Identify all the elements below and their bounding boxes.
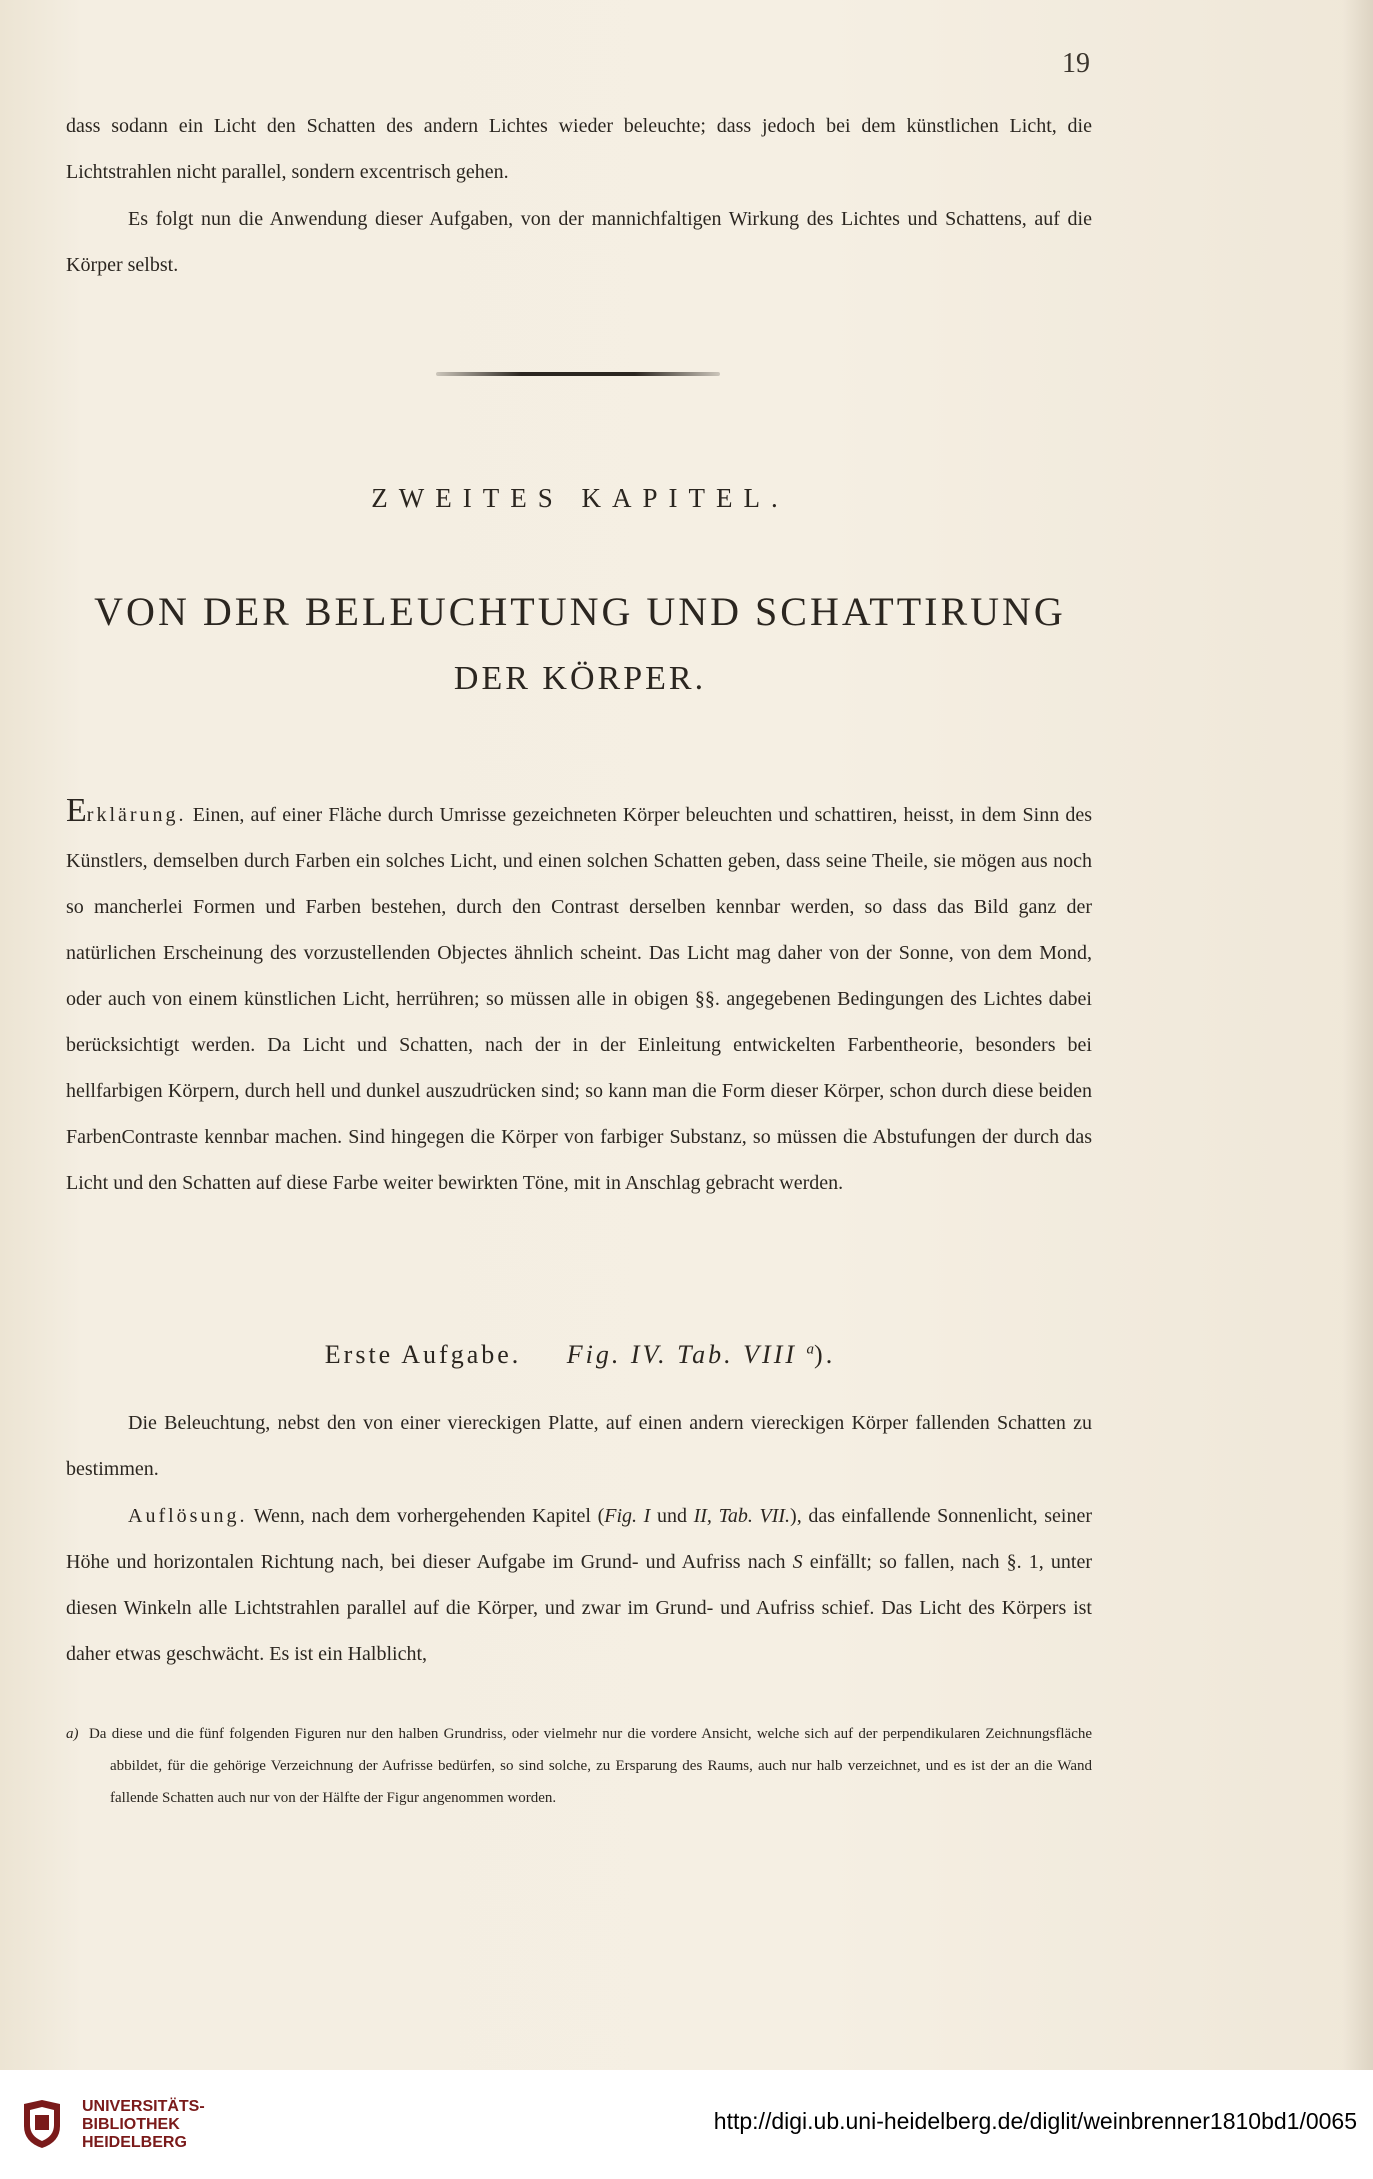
- intro-paragraph-1: dass sodann ein Licht den Schatten des andern Lichtes wieder beleuchte; dass jedoch bei dem künstlichen Licht, die Lichtstrahlen nicht parallel, sondern excentrisch gehen.: [66, 115, 1092, 183]
- intro-paragraph-2: Es folgt nun die Anwendung dieser Aufgaben, von der mannichfaltigen Wirkung des Lichtes und Schattens, auf die Körper selbst.: [66, 208, 1092, 276]
- footnote-body: [66, 1718, 1092, 1814]
- chapter-heading: ZWEITES KAPITEL.: [371, 483, 789, 513]
- logo-line-2: BIBLIOTHEK: [82, 2116, 180, 2133]
- figure-reference-text: Fig. IV. Tab. VIII: [566, 1340, 798, 1369]
- page-number: 19: [1062, 48, 1090, 79]
- erste-aufgabe-label: Erste Aufgabe.: [324, 1340, 522, 1369]
- permalink-url[interactable]: http://digi.ub.uni-heidelberg.de/diglit/weinbrenner1810bd1/0065: [713, 2108, 1357, 2134]
- chapter-title-line-1: VON DER BELEUCHTUNG UND SCHATTIRUNG: [94, 589, 1066, 634]
- page-spine-shadow: [1343, 0, 1373, 2070]
- footnote-mark: a): [66, 1726, 79, 1742]
- logo-line-1: UNIVERSITÄTS-: [82, 2098, 205, 2115]
- section-divider-rule: [436, 372, 720, 376]
- erklaerung-paragraph: [66, 792, 1092, 1206]
- figure-reference: [567, 1340, 835, 1369]
- library-logo-text: [82, 2098, 205, 2152]
- aufgabe-paragraph: Die Beleuchtung, nebst den von einer viereckigen Platte, auf einen andern viereckigen Körper fallenden Schatten zu bestimmen.: [66, 1412, 1092, 1480]
- chapter-title-line-2: DER KÖRPER.: [453, 660, 707, 697]
- footnote-content: [66, 1718, 1093, 1814]
- aufloesung-text-2: ), das einfallende Sonnenlicht, seiner Höhe und horizontalen Richtung nach, bei dieser Aufgabe im Grund- und Aufriss nach: [66, 1505, 1093, 1573]
- erklaerung-text: Einen, auf einer Fläche durch Umrisse gezeichneten Körper beleuchten und schattiren, heisst, in dem Sinn des Künstlers, demselben durch Farben ein solches Licht, und einen solchen Schatten geben, dass seine Theile, sie mögen aus noch so mancherlei Formen und Farben bestehen, durch den Contrast derselben kennbar werden, so dass das Bild ganz der natürlichen Erscheinung des vorzustellenden Objectes ähnlich scheint. Das Licht mag daher von der Sonne, von dem Mond, oder auch von einem künstlichen Licht, herrühren; so müssen alle in obigen §§. angegebenen Bedingungen des Lichtes dabei berücksichtigt werden. Da Licht und Schatten, nach der in der Einleitung entwickelten Farbentheorie, besonders bei hellfarbigen Körpern, durch hell und dunkel auszudrücken sind; so kann man die Form dieser Körper, schon durch diese beiden FarbenContraste kennbar machen. Sind hingegen die Körper von farbiger Substanz, so müssen die Abstufungen der durch das Licht und den Schatten auf diese Farbe weiter bewirkten Töne, mit in Anschlag gebracht werden.: [66, 804, 1093, 1194]
- library-footer: [0, 2070, 1373, 2179]
- aufloesung-text-1: Wenn, nach dem vorhergehenden Kapitel (: [253, 1505, 605, 1527]
- aufloesung-text-3: einfällt; so fallen, nach §. 1, unter diesen Winkeln alle Lichtstrahlen parallel auf die Körper, und zwar im Grund- und Aufriss schief. Das Licht des Körpers ist daher etwas geschwächt. Es ist ein Halblicht,: [66, 1551, 1092, 1665]
- aufloesung-and: und: [650, 1505, 694, 1527]
- erste-aufgabe-heading: [0, 1340, 1160, 1370]
- logo-line-3: HEIDELBERG: [82, 2134, 187, 2151]
- footnote-text: Da diese und die fünf folgenden Figuren nur den halben Grundriss, oder vielmehr nur die vordere Ansicht, welche sich auf der perpendikularen Zeichnungsfläche abbildet, für die gehörige Verzeichnung der Aufrisse bedürfen, so sind solche, zu Ersparung des Raums, auch nur halb verzeichnet, und es ist der an die Wand fallende Schatten auch nur von der Hälfte der Figur angenommen worden.: [88, 1726, 1093, 1806]
- heidelberg-library-logo-icon: [20, 2098, 64, 2150]
- aufloesung-paragraph: [66, 1493, 1092, 1677]
- aufloesung-ref-2: II, Tab. VII.: [693, 1505, 791, 1527]
- drop-cap-letter: E: [66, 792, 87, 829]
- footnote: [66, 1718, 1092, 1814]
- erklaerung-label: rklärung.: [86, 804, 187, 826]
- aufloesung-label: Auflösung.: [128, 1505, 248, 1527]
- aufloesung-s-letter: S: [792, 1551, 803, 1573]
- aufloesung-ref-1: Fig. I: [604, 1505, 651, 1527]
- footnote-marker: a: [806, 1341, 815, 1358]
- figure-reference-close: ).: [814, 1340, 836, 1369]
